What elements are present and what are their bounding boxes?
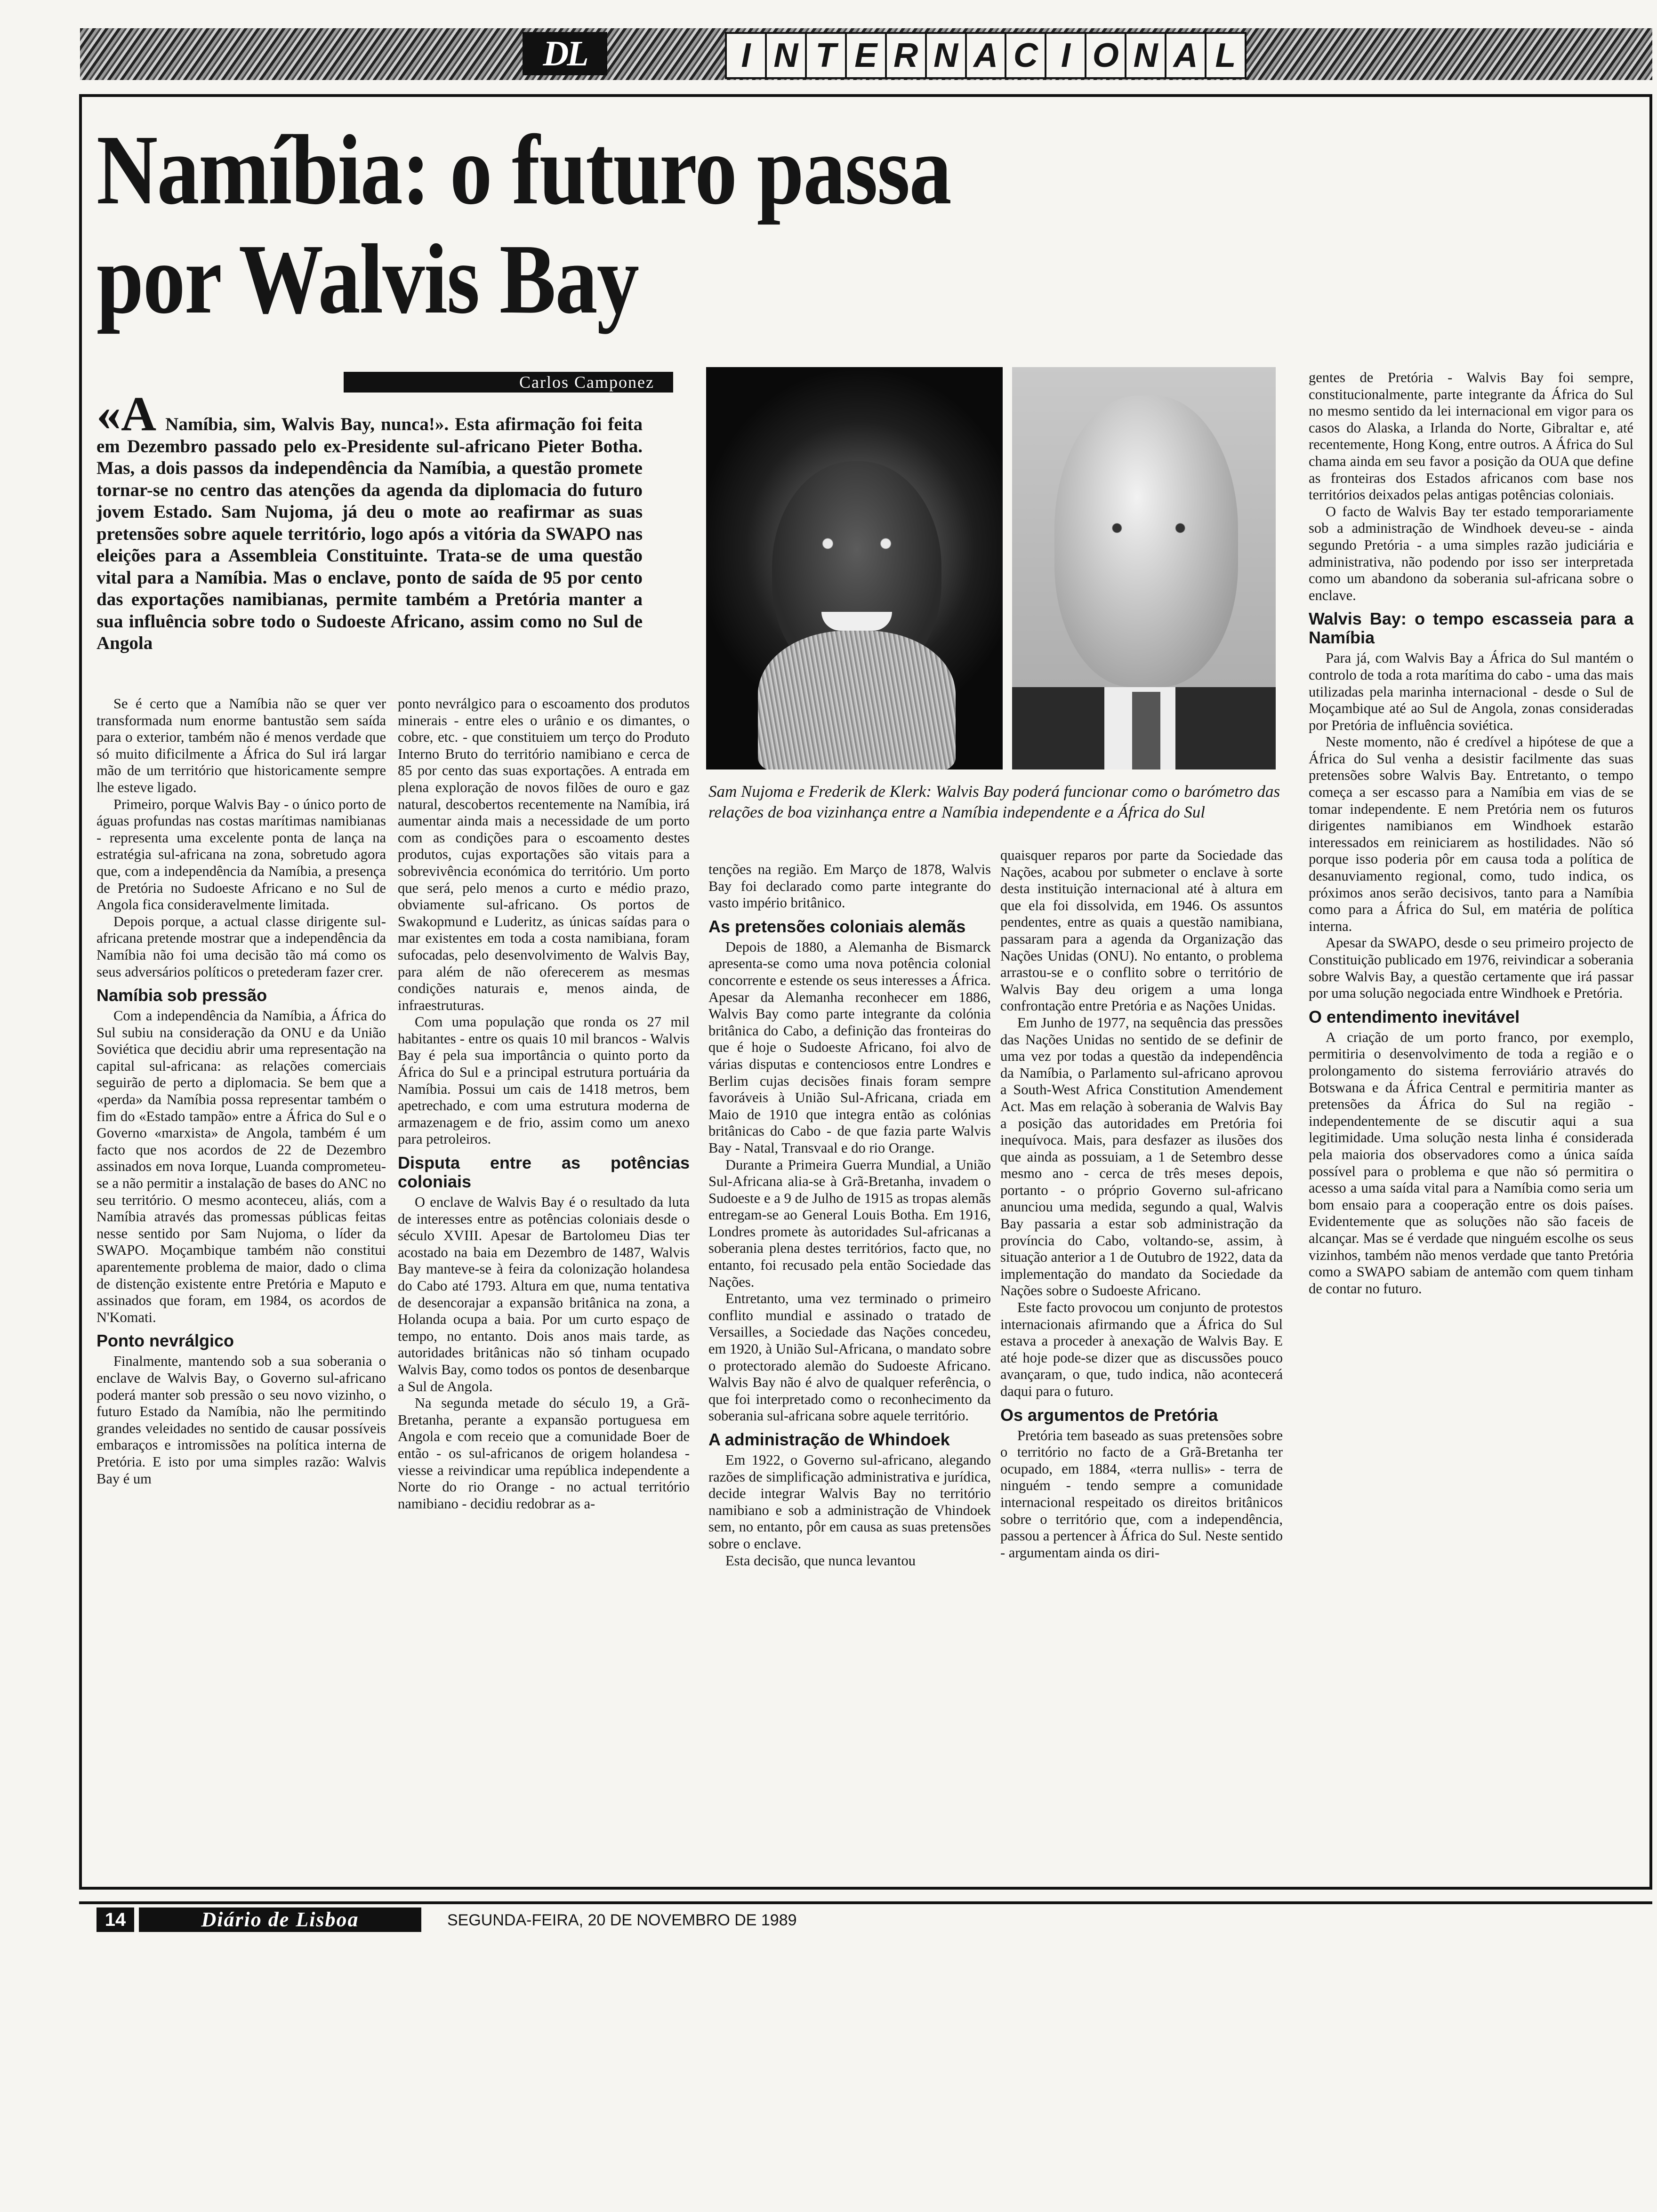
footer-rule	[79, 1901, 1652, 1904]
section-letter: I	[1046, 34, 1086, 77]
author-byline: Carlos Camponez	[344, 372, 673, 393]
paragraph: Pretória tem baseado as suas pretensões sobre o território no facto de a Grã-Bretanha ter ocupado, em 1884, «terra nullis» - terra de ninguém - tendo sempre a comunidade internacional respeitado os direitos britânicos sobre o território que, com a independência, passou a pertencer à África do Sul. Neste sentido - argumentam ainda os diri-	[1000, 1427, 1283, 1561]
newspaper-logo: DL	[523, 32, 607, 75]
section-letter: T	[807, 34, 847, 77]
section-heading: Ponto nevrálgico	[97, 1331, 234, 1351]
paragraph: Durante a Primeira Guerra Mundial, a União Sul-Africana alia-se à Grã-Bretanha, invadem o Sudoeste e a 9 de Julho de 1915 as tropas alemãs entregam-se ao General Louis Botha. Em 1916, Londres promete às autoridades Sul-africanas a soberania plena destes territórios, facto que, no entanto, foi recusado pela então Sociedade das Nações.	[708, 1156, 991, 1290]
section-heading: Os argumentos de Pretória	[1000, 1405, 1218, 1425]
section-letter: R	[887, 34, 927, 77]
article-column-5	[1309, 369, 1633, 1297]
section-heading: Disputa entre as potências coloniais	[398, 1153, 690, 1192]
section-letter: A	[1166, 34, 1207, 77]
article-headline: Namíbia: o futuro passa por Walvis Bay	[97, 114, 951, 334]
paragraph: A criação de um porto franco, por exemplo, permitiria o desenvolvimento de toda a região e o prolongamento do sistema ferroviário através do Botswana e da África Central e permitiria manter as pretensões da África do Sul na região - independentemente de se discutir aqui a sua legitimidade. Uma solução nesta linha é considerada pela maioria dos observadores como a única saída possível para o problema e que não só permitira o acesso a uma saída vital para a Namíbia como seria um bom ensaio para a cooperação entre os dois países. Evidentemente que as soluções não são faceis de alcançar. Mas se é verdade que ninguém escolhe os seus vizinhos, também não menos verdade que tanto Pretória como a SWAPO sabiam de antemão com quem tinham de contar no futuro.	[1309, 1029, 1633, 1297]
paragraph: Neste momento, não é credível a hipótese de que a África do Sul venha a desistir facilmente das suas pretensões sobre Walvis Bay. Entretanto, o tempo começa a ser escasso para a Namíbia em vias de se tomar independente. E nem Pretória nem os futuros dirigentes namibianos em Windhoek estarão interessados em reiniciarem as hostilidades. Não só porque isso poderia pôr em causa toda a política de desanuviamento regional, como, tudo indica, os próximos anos serão decisivos, tanto para a Namíbia como para a África do Sul, em matéria de política interna.	[1309, 734, 1633, 934]
section-letter: N	[927, 34, 967, 77]
paragraph: Para já, com Walvis Bay a África do Sul mantém o controlo de toda a rota marítima do cabo - uma das mais utilizadas pela marinha internacional - desde o Sul de Moçambique até ao Sul de Angola, zonas consideradas por Pretória de influência soviética.	[1309, 650, 1633, 733]
article-lead	[97, 387, 643, 655]
paragraph: Depois porque, a actual classe dirigente sul-africana pretende mostrar que a independência da Namíbia não foi uma decisão tão má como os seus adversários políticos o pretederam fazer crer.	[97, 913, 386, 980]
article-column-4	[1000, 847, 1283, 1561]
section-title	[725, 32, 1247, 79]
section-letter: E	[847, 34, 887, 77]
section-heading: O entendimento inevitável	[1309, 1007, 1520, 1026]
paragraph: tenções na região. Em Março de 1878, Walvis Bay foi declarado como parte integrante do vasto império britânico.	[708, 861, 991, 911]
paragraph: Com uma população que ronda os 27 mil habitantes - entre os quais 10 mil brancos - Walvis Bay é pela sua importância o quinto porto da África do Sul e a principal estrutura portuária da Namíbia. Possui um cais de 1418 metros, bem apetrechado, e com uma estrutura moderna de armazenagem e de frio, assim como um anexo para petroleiros.	[398, 1014, 690, 1147]
paragraph: quaisquer reparos por parte da Sociedade das Nações, acabou por submeter o enclave à sorte desta instituição internacional até à altura em que ela foi dissolvida, em 1946. Os assuntos pendentes, entre as quais a questão namibiana, passaram para a agenda da Organização das Nações Unidas (ONU). No entanto, o problema arrastou-se e o conflito sobre o território de Walvis Bay deu origem a uma longa confrontação entre Pretória e as Nações Unidas.	[1000, 847, 1283, 1014]
paragraph: Finalmente, mantendo sob a sua soberania o enclave de Walvis Bay, o Governo sul-africano poderá manter sob pressão o seu novo vizinho, o futuro Estado da Namíbia, não lhe permitindo grandes veleidades no sentido de causar possíveis embaraços e intromissões na política interna de Pretória. E isto por uma simples razão: Walvis Bay é um	[97, 1353, 386, 1487]
paragraph: gentes de Pretória - Walvis Bay foi sempre, constitucionalmente, parte integrante da África do Sul no mesmo sentido da lei internacional em vigor para os casos do Alaska, a Irlanda do Norte, Gibraltar e, até recentemente, Hong Kong, entre outros. A África do Sul chama ainda em seu favor a posição da OUA que define as fronteiras dos Estados africanos com base nos territórios deixados pelas antigas potências coloniais.	[1309, 369, 1633, 503]
article-column-3	[708, 861, 991, 1569]
paragraph: Se é certo que a Namíbia não se quer ver transformada num enorme bantustão sem saída para o exterior, também não é menos verdade que só muito dificilmente a África do Sul irá largar mão de um território que historicamente sempre lhe esteve ligado.	[97, 696, 386, 795]
paragraph: O enclave de Walvis Bay é o resultado da luta de interesses entre as potências coloniais desde o século XVIII. Apesar de Bartolomeu Dias ter acostado na baia em Dezembro de 1487, Walvis Bay manteve-se à feira da colonização holandesa do Cabo até 1793. Altura em que, numa tentativa de desencorajar a expansão britânica na zona, a Holanda ocupa a baia. Por um curto espaço de tempo, no entanto. Dois anos mais tarde, as autoridades britânicas não só tinham ocupado Walvis Bay, como todos os pontos de desenbarque a Sul de Angola.	[398, 1194, 690, 1395]
photo-caption: Sam Nujoma e Frederik de Klerk: Walvis Bay poderá funcionar como o barómetro das relações de boa vizinhança entre a Namíbia independente e a África do Sul	[708, 782, 1280, 821]
lead-text: Namíbia, sim, Walvis Bay, nunca!». Esta afirmação foi feita em Dezembro passado pelo ex-Presidente sul-africano Pieter Botha. Mas, a dois passos da independência da Namíbia, a questão promete tornar-se no centro das atenções da agenda da diplomacia do futuro jovem Estado. Sam Nujoma, já deu o mote ao reafirmar as suas pretensões sobre aquele território, logo após a vitória da SWAPO nas eleições para a Assembleia Constituinte. Trata-se de uma questão vital para a Namíbia. Mas o enclave, ponto de saída de 95 por cento das exportações namibianas, permite também a Pretória manter a sua influência sobre todo o Sudoeste Africano, assim como no Sul de Angola	[97, 414, 643, 653]
section-letter: O	[1086, 34, 1126, 77]
paragraph: O facto de Walvis Bay ter estado temporariamente sob a administração de Windhoek deveu-se - ainda segundo Pretória - a uma simples razão judiciária e administrativa, não podendo por isso ser interpretada como um abandono da soberania sul-africana sobre o enclave.	[1309, 503, 1633, 603]
publication-date: SEGUNDA-FEIRA, 20 DE NOVEMBRO DE 1989	[447, 1911, 797, 1929]
paragraph: Entretanto, uma vez terminado o primeiro conflito mundial e assinado o tratado de Versailles, a Sociedade das Nações concedeu, em 1920, à União Sul-Africana, o mandato sobre o protectorado alemão do Sudoeste Africano. Walvis Bay não é alvo de qualquer referência, o que foi interpretado como o reconhecimento da soberania sul-africana sobre aquele território.	[708, 1290, 991, 1424]
paragraph: ponto nevrálgico para o escoamento dos produtos minerais - entre eles o urânio e os dimantes, o cobre, etc. - que constituiem um terço do Produto Interno Bruto do território namibiano e cerca de 85 por cento das suas exportações. A entrada em plena exploração de novos filões de ouro e gaz natural, descobertos recentemente na Namíbia, irá aumentar ainda mais a necessidade de um porto com as condições para o escoamento destes produtos, cujas exportações são vitais para a sobrevivência económica do território. Um porto que será, pelo menos a curto e médio prazo, obviamente sul-africano. Os portos de Swakopmund e Luderitz, as únicas saídas para o mar existentes em toda a costa namibiana, foram sufocadas, pelo desenvolvimento de Walvis Bay, para além de não oferecerem as mesmas condições naturais e, menos ainda, de infraestruturas.	[398, 696, 690, 1013]
section-letter: N	[767, 34, 807, 77]
paragraph: Esta decisão, que nunca levantou	[725, 1552, 916, 1569]
section-letter: C	[1006, 34, 1046, 77]
paragraph: Apesar da SWAPO, desde o seu primeiro projecto de Constituição publicado em 1976, reivindicar a soberania sobre Walvis Bay, a questão certamente que irá passar por uma solução negociada entre Windhoek e Pretória.	[1309, 935, 1633, 1002]
article-column-2	[398, 696, 690, 1512]
paragraph: Com a independência da Namíbia, a África do Sul subiu na consideração da ONU e da União Soviética que decidiu abrir uma representação na capital sul-africana: as relações comerciais seguirão de perto a diplomacia. Se bem que a «perda» da Namíbia possa representar também o fim do «Estado tampão» entre a África do Sul e o Governo «marxista» de Angola, também é um facto que nos acordos de 22 de Dezembro assinados em nova Iorque, Luanda comprometeu-se a não permitir a instalação de bases do ANC no seu território. O mesmo aconteceu, aliás, com a Namíbia através das promessas públicas feitas nesse sentido por Sam Nujoma, o líder da SWAPO. Moçambique também não constitui aparentemente problema de maior, dado o clima de distenção existente entre Pretória e Maputo e assinados que foram, em 1984, os acordos de N'Komati.	[97, 1008, 386, 1325]
paragraph: Em 1922, o Governo sul-africano, alegando razões de simplificação administrativa e jurídica, decide integrar Walvis Bay no território namibiano e sob a administração de Vhindoek sem, no entanto, pôr em causa as suas pretensões sobre o enclave.	[708, 1452, 991, 1552]
section-letter: N	[1126, 34, 1166, 77]
paragraph: Depois de 1880, a Alemanha de Bismarck apresenta-se como uma nova potência colonial concorrente e estende os seus interesses a África. Apesar da Alemanha reconhecer em 1886, Walvis Bay como parte integrante da colónia britânica do Cabo, a definição das fronteiras do que é hoje o Sudoeste Africano, foi alvo de várias disputas e contenciosos entre Londres e Berlim cujas decisões finais foram sempre favoráveis à União Sul-Africana, criada em Maio de 1910 que integra então as colónias britânicas do Cabo - de que fazia parte Walvis Bay - Natal, Transvaal e do rio Orange.	[708, 938, 991, 1156]
section-letter: L	[1215, 37, 1236, 74]
paragraph: Na segunda metade do século 19, a Grã-Bretanha, perante a expansão portuguesa em Angola e com receio que a comunidade Boer de então - os sul-africanos de origem holandesa - viesse a reivindicar uma república independente a Norte do rio Orange - no actual território namibiano - decidiu redobrar as a-	[398, 1395, 690, 1512]
section-letter: I	[727, 34, 767, 77]
section-letter: A	[967, 34, 1007, 77]
newspaper-name: Diário de Lisboa	[139, 1907, 421, 1932]
section-heading: A administração de Whindoek	[708, 1430, 950, 1449]
section-heading: As pretensões coloniais alemãs	[708, 916, 966, 936]
paragraph: Este facto provocou um conjunto de protestos internacionais afirmando que a África do Sul estava a proceder à anexação de Walvis Bay. E até hoje pode-se dizer que as discussões pouco avançaram, o que, tudo indica, não acontecerá daqui para o futuro.	[1000, 1299, 1283, 1399]
photo-sam-nujoma	[706, 367, 1003, 769]
masthead-bar	[80, 28, 1652, 80]
lead-open-quote: «A	[97, 387, 157, 441]
photo-frederik-de-klerk	[1012, 367, 1276, 769]
article-column-1	[97, 696, 386, 1487]
page-number: 14	[97, 1907, 134, 1932]
paragraph: Em Junho de 1977, na sequência das pressões das Nações Unidas no sentido de se definir de uma vez por todas a questão da independência da Namíbia, o Parlamento sul-africano aprovou a South-West Africa Constitution Amendement Act. Mas em relação à soberania de Walvis Bay a posição das autoridades em Pretória foi inequívoca. Mais, para desfazer as ilusões dos que ainda as possuiam, a 1 de Setembro desse mesmo ano - cerca de três meses depois, portanto - o próprio Governo sul-africano anunciou uma medida, segundo a qual, Walvis Bay passaria a estar sob administração da província do Cabo, voltando-se, assim, à situação anterior a 1 de Outubro de 1922, data da implementação do mandato da Sociedade da Nações sobre o Sudoeste Africano.	[1000, 1014, 1283, 1299]
paragraph: Primeiro, porque Walvis Bay - o único porto de águas profundas nas costas marítimas namibianas - representa uma excelente ponta de lança na estratégia sul-africana na zona, sobretudo agora que, com a independência da Namíbia, a presença de Pretória no Sudoeste Africano e no Sul de Angola fica consideravelmente limitada.	[97, 796, 386, 913]
section-heading: Namíbia sob pressão	[97, 986, 267, 1005]
section-heading: Walvis Bay: o tempo escasseia para a Namíbia	[1309, 609, 1633, 648]
